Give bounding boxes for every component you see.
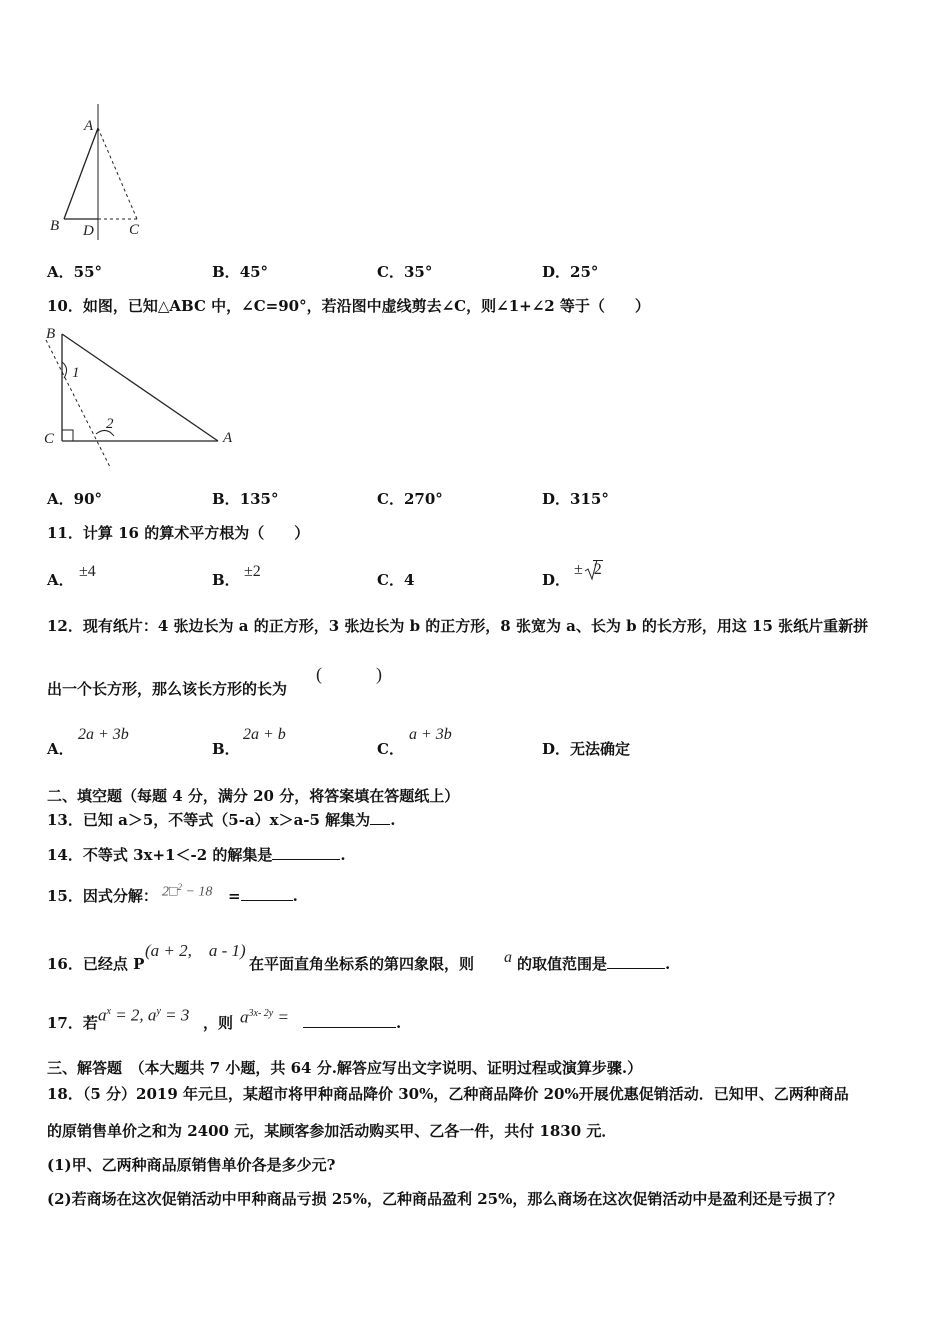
- q14: 14．不等式 3x+1＜-2 的解集是 .: [47, 846, 346, 864]
- q17-label: 17．若: [47, 1014, 98, 1032]
- angle-label-1: 1: [72, 365, 80, 381]
- vertex-label-b: B: [50, 218, 60, 234]
- q12-option-c-label: C．: [377, 740, 404, 758]
- vertex-label-d: D: [83, 223, 94, 239]
- q12-stem-line2: 出一个长方形，那么该长方形的长为: [47, 680, 288, 698]
- q11-option-d-label: D．: [542, 571, 571, 589]
- q9-option-d: D．25°: [542, 263, 599, 281]
- q10-option-d: D．315°: [542, 490, 609, 508]
- vertex-label-b: B: [46, 326, 56, 342]
- q18-part-1: (1)甲、乙两种商品原销售单价各是多少元?: [47, 1156, 336, 1174]
- q10-stem: 10．如图，已知△ABC 中，∠C=90°，若沿图中虚线剪去∠C，则∠1+∠2 等于（ ）: [47, 297, 650, 315]
- vertex-label-a: A: [84, 118, 94, 134]
- q13: 13．已知 a＞5，不等式（5-a）x＞a-5 解集为 .: [47, 811, 396, 829]
- q11-option-a-value: ±4: [79, 563, 96, 580]
- q9-option-a: A．55°: [47, 263, 103, 281]
- q17-text: ，则: [203, 1014, 234, 1032]
- q17-target: $a^{3x- 2y}$ =: [240, 1007, 289, 1027]
- q12-option-a-label: A．: [47, 740, 74, 758]
- q9-option-c: C．35°: [377, 263, 433, 281]
- q11-option-c: C．4: [377, 571, 415, 589]
- vertex-label-c: C: [129, 222, 140, 238]
- section-3-heading: 三、解答题 （本大题共 7 小题，共 64 分.解答应写出文字说明、证明过程或演算步骤.）: [47, 1059, 643, 1077]
- q18-stem-line1: 18．（5 分）2019 年元旦，某超市将甲种商品降价 30%，乙种商品降价 20%开展优惠促销活动．已知甲、乙两种商品: [47, 1085, 849, 1103]
- vertex-label-c: C: [44, 431, 55, 447]
- q10-option-c: C．270°: [377, 490, 443, 508]
- q10-option-a: A．90°: [47, 490, 103, 508]
- sqrt-radical-icon: [584, 559, 598, 581]
- q11-option-b-label: B．: [212, 571, 240, 589]
- q16-variable: a: [504, 949, 512, 966]
- q9-option-b: B．45°: [212, 263, 269, 281]
- q11-option-d-value: ± 2: [574, 561, 602, 578]
- q12-stem-line1: 12．现有纸片：4 张边长为 a 的正方形，3 张边长为 b 的正方形，8 张宽为 a、长为 b 的长方形，用这 15 张纸片重新拼: [47, 617, 869, 635]
- vertex-label-a: A: [223, 430, 233, 446]
- q12-option-b-label: B．: [212, 740, 240, 758]
- q15-label: 15．因式分解：: [47, 887, 158, 905]
- q12-answer-paren: ( ): [316, 664, 382, 684]
- q11-option-a-label: A．: [47, 571, 74, 589]
- q11-option-b-value: ±2: [244, 563, 261, 580]
- q18-part-2: (2)若商场在这次促销活动中甲种商品亏损 25%，乙种商品盈利 25%，那么商场在这次促销活动中是盈利还是亏损了？: [47, 1190, 843, 1208]
- q11-stem: 11．计算 16 的算术平方根为（ ）: [47, 524, 310, 542]
- right-triangle-figure-q10: [40, 322, 240, 472]
- q17-blank: .: [303, 1013, 401, 1033]
- q12-option-b-value: 2a + b: [243, 726, 286, 743]
- q16-blank: 的取值范围是 .: [517, 955, 671, 973]
- angle-label-2: 2: [106, 416, 114, 432]
- q16-text: 在平面直角坐标系的第四象限，则: [249, 955, 475, 973]
- q18-stem-line2: 的原销售单价之和为 2400 元，某顾客参加活动购买甲、乙各一件，共付 1830 元．: [47, 1122, 617, 1140]
- q16-coordinate: (a + 2, a - 1): [145, 941, 246, 960]
- q15-blank: = .: [228, 887, 298, 905]
- q12-option-d: D．无法确定: [542, 740, 631, 758]
- section-2-heading: 二、填空题（每题 4 分，满分 20 分，将答案填在答题纸上）: [47, 787, 460, 805]
- q12-option-a-value: 2a + 3b: [78, 726, 129, 743]
- q17-given: $a^x = 2$, $a^y = 3$: [98, 1005, 190, 1025]
- q15-expression: 2□$^2$ − 18: [162, 882, 213, 900]
- q10-option-b: B．135°: [212, 490, 279, 508]
- triangle-figure-q9: [40, 100, 160, 245]
- q12-option-c-value: a + 3b: [409, 726, 452, 743]
- q16-label: 16．已经点 P: [47, 955, 145, 973]
